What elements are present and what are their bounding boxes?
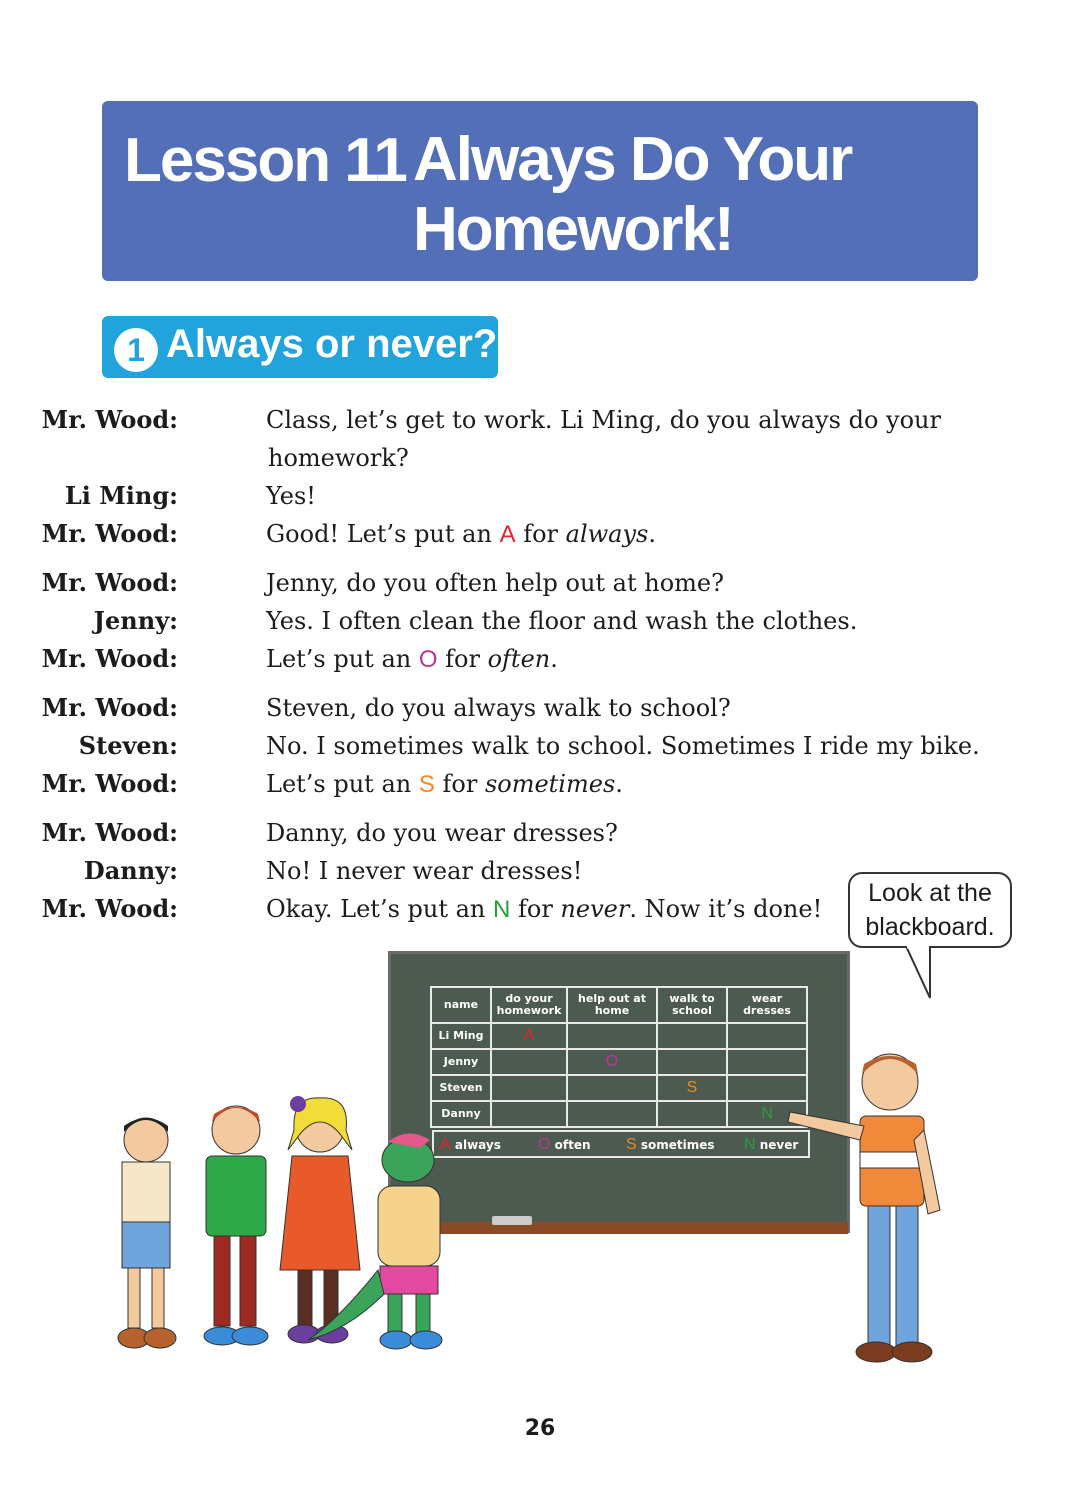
- legend-letter: S: [626, 1136, 637, 1153]
- students-illustration: [108, 1090, 551, 1390]
- table-cell: [567, 1023, 657, 1049]
- speaker-name: Steven:: [78, 731, 178, 760]
- speaker-name: Danny:: [83, 856, 178, 885]
- legend-letter: N: [744, 1136, 756, 1153]
- speech-fragment: for: [515, 520, 566, 548]
- speaker-name: Li Ming:: [64, 481, 178, 510]
- mark-a: A: [523, 1026, 535, 1044]
- header-help-out: help out at home: [567, 987, 657, 1023]
- lesson-number: Lesson 11: [124, 126, 406, 195]
- speech-bubble-tail: [900, 946, 940, 1002]
- lesson-title-line-2: Homework!: [413, 195, 733, 264]
- speech-text: [266, 519, 656, 550]
- speech-fragment: for: [510, 895, 561, 923]
- speech-text: No! I never wear dresses!: [266, 857, 583, 885]
- row-name: Steven: [431, 1075, 491, 1101]
- speech-fragment: .: [648, 520, 656, 548]
- page-number: 26: [524, 1416, 556, 1441]
- row-name: Li Ming: [431, 1023, 491, 1049]
- row-name: Jenny: [431, 1049, 491, 1075]
- speech-text: Danny, do you wear dresses?: [266, 819, 618, 847]
- speech-text: [266, 894, 822, 925]
- code-letter: A: [499, 521, 516, 548]
- speech-text: [266, 644, 558, 675]
- legend-letter: O: [538, 1136, 551, 1153]
- table-header-row: [431, 987, 807, 1023]
- section-number: 1: [114, 328, 158, 372]
- speaker-name: Mr. Wood:: [41, 405, 178, 434]
- legend-label: sometimes: [640, 1138, 715, 1152]
- mark-n: N: [761, 1104, 773, 1122]
- lesson-title-line-1: Always Do Your: [413, 125, 852, 194]
- table-cell: [567, 1075, 657, 1101]
- speech-text: Steven, do you always walk to school?: [266, 694, 731, 722]
- lesson-title: [413, 125, 851, 265]
- speech-bubble: [848, 872, 1012, 948]
- frequency-word: sometimes: [484, 770, 616, 798]
- code-letter: O: [418, 646, 438, 673]
- table-row: [431, 1049, 807, 1075]
- speech-bubble-line-2: blackboard.: [865, 913, 995, 941]
- speech-fragment: . Now it’s done!: [629, 895, 823, 923]
- speaker-name: Jenny:: [93, 606, 178, 635]
- speech-fragment: .: [615, 770, 623, 798]
- legend-letter: A: [440, 1136, 451, 1153]
- speaker-name: Mr. Wood:: [41, 894, 178, 923]
- teacher-mr-wood-figure: [788, 1054, 940, 1362]
- speaker-name: Mr. Wood:: [41, 769, 178, 798]
- table-cell: [657, 1049, 727, 1075]
- code-letter: N: [493, 896, 511, 923]
- speech-fragment: Good! Let’s put an: [266, 520, 500, 548]
- code-letter: S: [418, 771, 435, 798]
- lesson-title-banner: [102, 101, 978, 281]
- speech-fragment: for: [434, 770, 485, 798]
- legend-item-sometimes: [626, 1136, 715, 1154]
- table-cell: [657, 1023, 727, 1049]
- speech-fragment: Okay. Let’s put an: [266, 895, 494, 923]
- speech-text: Yes!: [266, 482, 316, 510]
- speech-text: [266, 769, 623, 800]
- header-homework: do your homework: [491, 987, 567, 1023]
- teacher-illustration: [760, 1040, 980, 1390]
- mark-o: O: [605, 1052, 619, 1070]
- frequency-word: always: [565, 520, 649, 548]
- header-walk: walk to school: [657, 987, 727, 1023]
- table-cell: [491, 1049, 567, 1075]
- speech-fragment: for: [437, 645, 488, 673]
- speech-bubble-line-1: Look at the: [868, 879, 992, 907]
- speech-text: No. I sometimes walk to school. Sometimes I ride my bike.: [266, 732, 980, 760]
- legend-label: never: [759, 1138, 799, 1152]
- legend-label: often: [554, 1138, 591, 1152]
- speaker-name: Mr. Wood:: [41, 519, 178, 548]
- speaker-name: Mr. Wood:: [41, 644, 178, 673]
- speech-text: homework?: [268, 444, 409, 472]
- speech-fragment: Let’s put an: [266, 645, 419, 673]
- legend-label: always: [454, 1138, 501, 1152]
- speaker-name: Mr. Wood:: [41, 568, 178, 597]
- header-wear: wear dresses: [727, 987, 807, 1023]
- speech-fragment: .: [550, 645, 558, 673]
- section-heading: [102, 316, 498, 378]
- speaker-name: Mr. Wood:: [41, 693, 178, 722]
- table-cell: [657, 1101, 727, 1127]
- boy-danny-figure: [204, 1106, 268, 1345]
- speech-text: Class, let’s get to work. Li Ming, do you always do your: [266, 406, 941, 434]
- header-name: name: [431, 987, 491, 1023]
- row-name: Danny: [431, 1101, 491, 1127]
- boy-li-ming-figure: [118, 1118, 176, 1348]
- section-title: Always or never?: [166, 322, 498, 366]
- frequency-word: never: [560, 895, 630, 923]
- speech-fragment: Let’s put an: [266, 770, 419, 798]
- mark-s: S: [686, 1078, 698, 1096]
- table-row: [431, 1023, 807, 1049]
- table-cell: [567, 1101, 657, 1127]
- speaker-name: Mr. Wood:: [41, 818, 178, 847]
- frequency-word: often: [487, 645, 551, 673]
- speech-text: Yes. I often clean the floor and wash the clothes.: [266, 607, 858, 635]
- speech-text: Jenny, do you often help out at home?: [266, 569, 724, 597]
